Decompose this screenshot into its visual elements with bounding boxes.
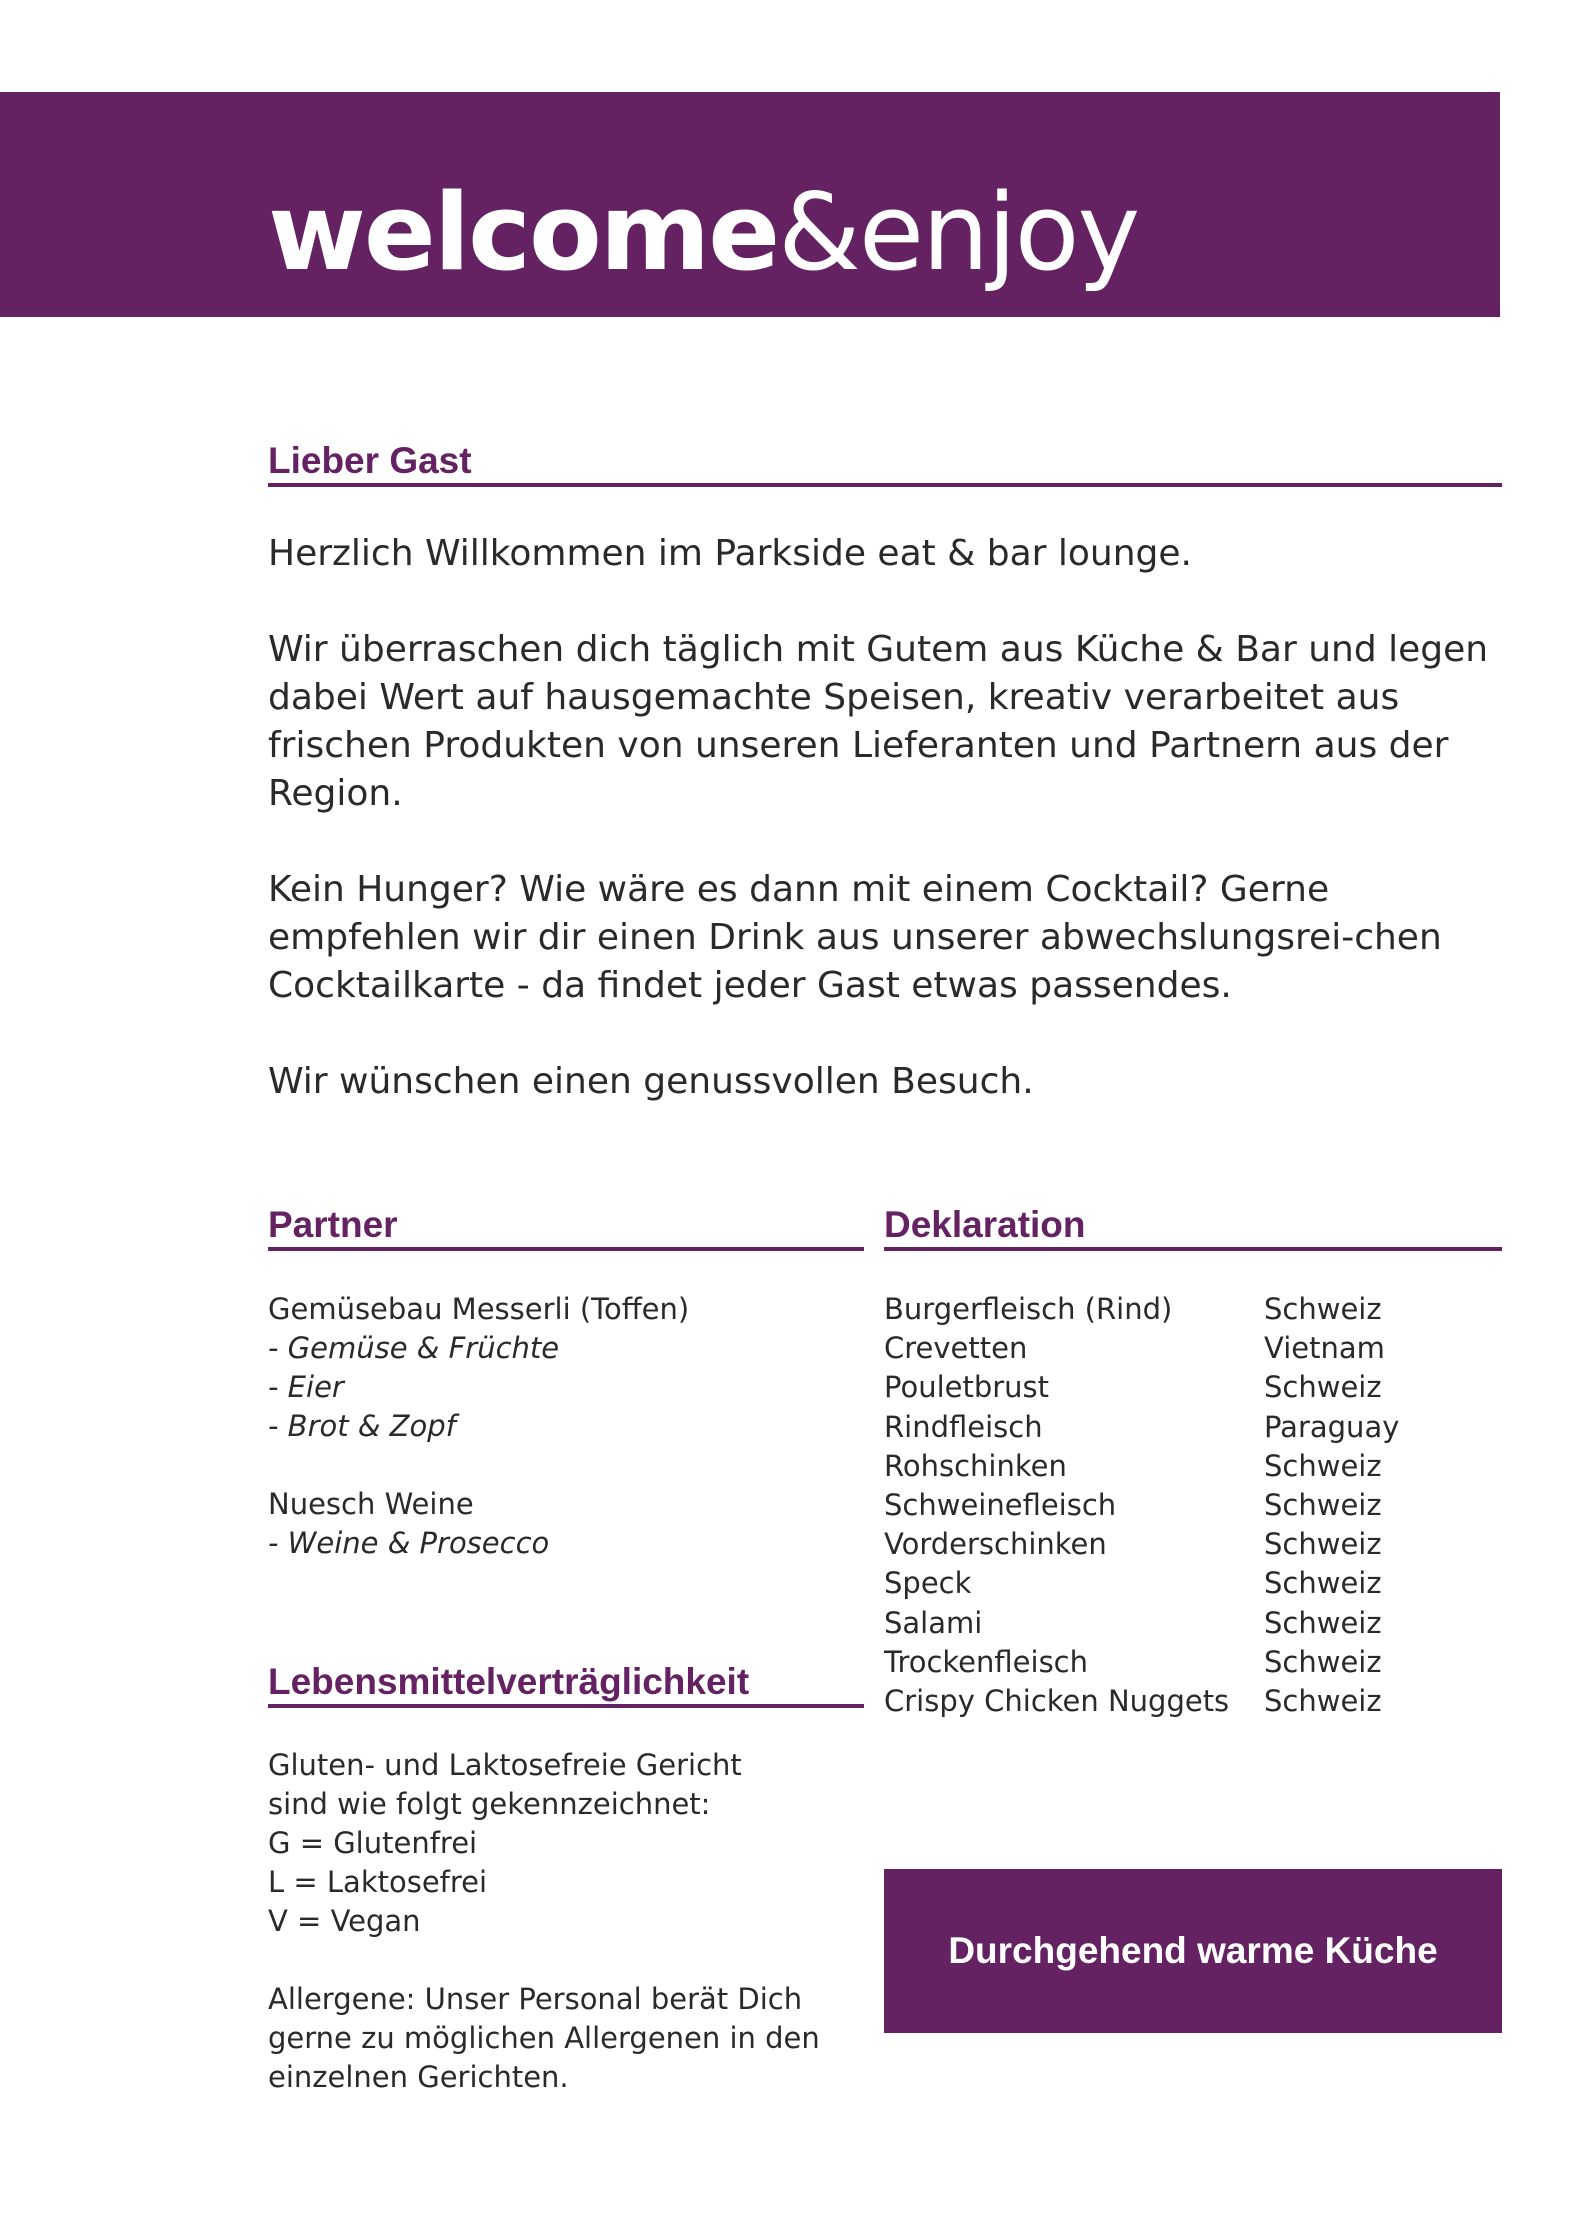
vertraeglichkeit-text	[268, 1746, 820, 2097]
product-cell: Speck	[884, 1566, 972, 1601]
origin-cell: Schweiz	[1264, 1684, 1382, 1719]
product-cell: Trockenfleisch	[884, 1644, 1089, 1679]
origin-cell: Schweiz	[1264, 1644, 1382, 1679]
table-row	[884, 1447, 1444, 1486]
table-row	[884, 1525, 1444, 1564]
heading-lebensmittelvertraeglichkeit-label: Lebensmittelverträglichkeit	[268, 1661, 750, 1702]
heading-lieber-gast	[268, 440, 1502, 487]
table-row	[884, 1486, 1444, 1525]
partner-list	[268, 1290, 689, 1563]
partner-item: - Gemüse & Früchte	[268, 1331, 560, 1365]
table-row	[884, 1329, 1444, 1368]
vertraeglichkeit-line: V = Vegan	[268, 1904, 421, 1938]
heading-partner-label: Partner	[268, 1204, 398, 1245]
intro-paragraph: Herzlich Willkommen im Parkside eat & bar lounge.	[268, 533, 1192, 574]
intro-paragraph: Wir wünschen einen genussvollen Besuch.	[268, 1061, 1034, 1102]
product-cell: Pouletbrust	[884, 1370, 1050, 1405]
heading-deklaration	[884, 1204, 1502, 1251]
origin-cell: Schweiz	[1264, 1605, 1382, 1640]
origin-cell: Schweiz	[1264, 1527, 1382, 1562]
warme-kueche-banner	[884, 1869, 1502, 2033]
partner-item: - Brot & Zopf	[268, 1409, 456, 1443]
origin-cell: Schweiz	[1264, 1448, 1382, 1483]
origin-cell: Vietnam	[1264, 1331, 1385, 1366]
heading-deklaration-label: Deklaration	[884, 1204, 1086, 1245]
table-row	[884, 1368, 1444, 1407]
intro-paragraph: Kein Hunger? Wie wäre es dann mit einem Cocktail? Gerne empfehlen wir dir einen Drink aus unserer abwechslungsrei-chen Cocktailkarte - da findet jeder Gast etwas passendes.	[268, 869, 1442, 1006]
vertraeglichkeit-line: Gluten- und Laktosefreie Gericht	[268, 1748, 742, 1782]
title-enjoy: &enjoy	[778, 171, 1139, 294]
title-welcome: welcome	[268, 171, 779, 294]
allergene-line: Allergene: Unser Personal berät Dich	[268, 1982, 803, 2016]
heading-lebensmittelvertraeglichkeit	[268, 1661, 864, 1708]
product-cell: Schweinefleisch	[884, 1488, 1117, 1523]
page-title	[268, 171, 1139, 294]
vertraeglichkeit-line: G = Glutenfrei	[268, 1826, 478, 1860]
table-row	[884, 1682, 1444, 1721]
product-cell: Burgerfleisch (Rind)	[884, 1292, 1173, 1326]
product-cell: Crispy Chicken Nuggets	[884, 1684, 1230, 1719]
product-cell: Vorderschinken	[884, 1527, 1107, 1562]
vertraeglichkeit-line: sind wie folgt gekennzeichnet:	[268, 1787, 711, 1821]
table-row	[884, 1604, 1444, 1643]
origin-cell: Schweiz	[1264, 1292, 1382, 1326]
table-row	[884, 1564, 1444, 1603]
product-cell: Rindfleisch	[884, 1409, 1043, 1444]
allergene-line: einzelnen Gerichten.	[268, 2060, 569, 2094]
intro-text	[268, 530, 1508, 1154]
origin-cell: Paraguay	[1264, 1409, 1400, 1444]
table-row	[884, 1408, 1444, 1447]
product-cell: Salami	[884, 1605, 983, 1640]
heading-lieber-gast-label: Lieber Gast	[268, 440, 472, 481]
partner-item: - Eier	[268, 1370, 344, 1404]
product-cell: Crevetten	[884, 1331, 1028, 1366]
partner-name: Nuesch Weine	[268, 1487, 474, 1521]
allergene-line: gerne zu möglichen Allergenen in den	[268, 2021, 820, 2055]
table-row	[884, 1643, 1444, 1682]
origin-cell: Schweiz	[1264, 1488, 1382, 1523]
origin-cell: Schweiz	[1264, 1566, 1382, 1601]
table-row	[884, 1290, 1444, 1329]
product-cell: Rohschinken	[884, 1448, 1067, 1483]
heading-partner	[268, 1204, 864, 1251]
partner-item: - Weine & Prosecco	[268, 1526, 550, 1560]
warme-kueche-label: Durchgehend warme Küche	[948, 1930, 1438, 1971]
origin-cell: Schweiz	[1264, 1370, 1382, 1405]
partner-name: Gemüsebau Messerli (Toffen)	[268, 1292, 690, 1326]
deklaration-table	[884, 1290, 1444, 1721]
vertraeglichkeit-line: L = Laktosefrei	[268, 1865, 488, 1899]
intro-paragraph: Wir überraschen dich täglich mit Gutem aus Küche & Bar und legen dabei Wert auf hausgemachte Speisen, kreativ verarbeitet aus frischen Produkten von unseren Lieferanten und Partnern aus der Region.	[268, 629, 1489, 814]
